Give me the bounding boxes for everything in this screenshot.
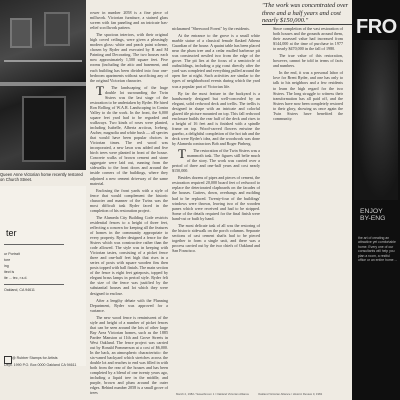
drop-cap: T xyxy=(178,146,186,162)
photo-window xyxy=(10,18,32,48)
ad-divider xyxy=(4,244,64,245)
paragraph: Besides dozens of pipes and pieces of cement, the restoration required 20,000 board feet of redwood to replace the deteriorated clapboards on the facades of the houses. Gutters, down, overhangs and molding had to be replaced. Twenty-four of the buildings' windows were thrown, leaving two of the wooden panes which were received and had to be stripped. Some of the details required for the final finish were hand-cut or built by hand. xyxy=(172,175,260,221)
paragraph xyxy=(90,82,168,186)
photo-door xyxy=(22,96,66,162)
paragraph xyxy=(172,148,260,173)
pull-quote-rule xyxy=(262,24,352,25)
paragraph: The new wood fence is reminiscent of the style and height of a number of picket fences that can be seen around the lots of other large Bay Area Victorian homes, such as the 1885 Pardee Mansion at 11th and Grove Streets in West Oakland. The fence project was carried out by Ronald Pommerson at a cost of $6,000. In the back, an atmospheric characteristic: the six-vaned backyard which stretches across the double lot and reaches to end was filled in with both from the rear of the houses and has been completed by a blend of one twenty years ago, including a liquid tree in the middle, and purple, brown and plum around the outer edges. Behind number 2058 is a small grove of trees xyxy=(90,314,168,396)
paragraph: The Alameda City Building Code restricts residential fences to a height of three feet, reflecting a concern for keeping all the features of homes in the community appropriate to every property. Ryder designed a fence for the Sisters which was constructive rather than the code allowed. The style was in keeping with Victorian tastes, consisting of a picket fence three and one-half feet high that rises in a series of posts with square wooden fins then posts topped with ball finials. The main section of the fence is eight feet gateposts, topped by elegant brass lamps in period style. Ryder felt the size of the fence was justified by the substantial houses and lot which they were designed to enclose. xyxy=(90,214,168,296)
right-ad-image xyxy=(354,40,398,200)
ad-line-4: itect is xyxy=(4,270,15,274)
paragraph: After a lengthy debate with the Planning Department, Ryder was approved for a variance. xyxy=(90,297,168,313)
house-photo xyxy=(0,0,86,170)
ad-rubber-stamp: @ Rubber Stamps for Artists xyxy=(12,356,58,360)
paragraph: At the entrance to the grove is a small white marble statue of a classical female flasked Athena Guardian of the house. A quaint table has been placed near the plum tree and a cedar mulled barbecue pit was constructed nestled two from the edge of the grove. The pit lies at the focus of a semicircle of outbuildings, including a pig roast directly after the yard was completed and everything pulled around the open fire at night. Such activities are similar to the types of neighborhood events during which the yard was a popular part of Victorian life. xyxy=(172,33,260,89)
drop-cap: T xyxy=(96,82,104,98)
article-column-2 xyxy=(172,26,260,255)
ad-address: Oakland, CA 94611 xyxy=(4,288,35,292)
paragraph: nicknamed "Sherwood Forest" by the residents. xyxy=(172,26,250,31)
left-advertisement xyxy=(0,186,86,366)
right-advertisement xyxy=(352,0,400,400)
right-ad-headline: FRO xyxy=(356,16,397,38)
paragraph: In the end, it was a personal labor of love for Brent Ryder, and one has only to talk to his neighbors and a few residents to learn the high regard for the two Sisters. The long struggle to witness their transformation has all paid off, and the Sisters have now been completely restored to their glory, showing us once again the Twin Sisters have benefited the community. xyxy=(273,70,343,121)
ad-line-3: ing xyxy=(4,264,9,268)
page-footer-left: March 2, 1982 / Sweetbroom 1 / Oakland Victorian Alliance xyxy=(176,392,250,396)
paragraph: The most delicate task of all was the restoring of the historic sidewalk on the porch columns. Separate sections of cast cement shafts had to be pieced together to form a single unit, and there was a process carried out by the two chiefs of Oakland and San Francisco. xyxy=(172,222,260,253)
right-ad-blurb: the art of creating an attractive yet comfortable home. Every one of our consultants will help you plan a room, a restful office or an entire home ... xyxy=(358,236,398,263)
pull-quote: "The work was concentrated over three and a half years and cost nearly $150,000." xyxy=(262,2,349,25)
paragraph: Enclosing the front yards with a style of fence that would complement the historic character and manner of the Twins was the most difficult task Ryder faced in the completion of his restoration project. xyxy=(90,187,168,213)
paragraph-text: The restoration of the Twin Sisters was a mammoth task. The figures still belie much of the story. The work was carried over a period of three and one-half years and cost nearly $150,000. xyxy=(172,148,260,174)
paragraph-text: The landscaping of the huge double lot surrounding the Twin Sisters was the last stage of the restoration to be undertaken by Ryder. He hired Ron Rolling of W.A.R. Landscaping in Contra Valley to do the work. In the front, the 6,000 square feet yard had to be regraded and walkways. Two kinds of roses were planted, including Isabelle, Alberta arcticus, Iceberg, Ascher, magnolia and white bush — all species that would have been popular choices in Victorian times. The red wood was incorporated, a new lawn was added and five birch trees were planted in front of the house. Concrete walks of brown cement and stone aggregate were laid out, running from the sidewalks to the front doors and around the inside corners of the buildings, where they adjoined a new cement driveway of the same material. xyxy=(90,84,168,186)
article-column-1 xyxy=(90,10,168,397)
paragraph: By far the most feature in the backyard is a handsomely designed but well-concealed by an elegant, solid redwood deck and trellis. The trellis is designed in shape with an intricate and colorful glazed tile picture mounted on top. This fall redwood enclosure builds the rear half of the deck and rises to a height of 16 feet and is finished with a spindle frame on top. Wood-carved flowers entwine the gazebo, a delightful completion of the hot tub and the deck were Ryder's idea, and the woodwork was done by Alameda contractors Bob and Roger Pinberg. xyxy=(172,90,260,147)
photo-rail xyxy=(0,82,86,86)
ad-line-2: tore xyxy=(4,258,11,262)
page-footer-right: Oakland Victorian Alliance / Historic Review 0, 1982 xyxy=(258,392,323,396)
ad-line-1: ur Portrait xyxy=(4,252,20,256)
photo-trim xyxy=(4,60,82,62)
article-column-3 xyxy=(273,26,343,123)
ad-divider xyxy=(4,284,64,285)
right-ad-tagline: ENJOY BY-ENG xyxy=(360,208,386,222)
photo-caption: Queen Anne Victorian home recently restored on Church Street. xyxy=(0,172,83,182)
paragraph: rower in number 2058 is a fine piece of millwork. Victorian furniture, a stained glass screen with fan paneling and an intricate bas-relief scrollwork pattern. xyxy=(90,10,168,31)
paragraph: Since completion of the vast restoration of both houses and the grounds around them, their assessed value had increased from $144,000 at the time of purchase in 1977 to nearly $470,000 in the fall of 1980. xyxy=(273,26,343,52)
ad-headline-fragment: ter xyxy=(6,228,17,238)
paragraph: The spacious interiors, with their original high coved ceilings, were given a pleasingly modern gloss: white and peach paint scheme, chosen by Ryder and executed by R and M Painting and Decorating. The two houses each now approximately 1,500 square feet. Five rooms (including the attic and basement, and each building has been divided into four one-bedroom apartments without sacrificing any of the original Victorian character. xyxy=(90,32,168,83)
ad-footnote: Dept. 1990 P.O. Box 0000 Oakland CA 94611 xyxy=(4,363,77,367)
photo-window xyxy=(44,12,70,46)
ad-line-5: ite ... tec, r.s.d. xyxy=(4,276,28,280)
paragraph: The true value of this restoration, however, cannot be told in terms of facts and numbers. xyxy=(273,53,343,69)
